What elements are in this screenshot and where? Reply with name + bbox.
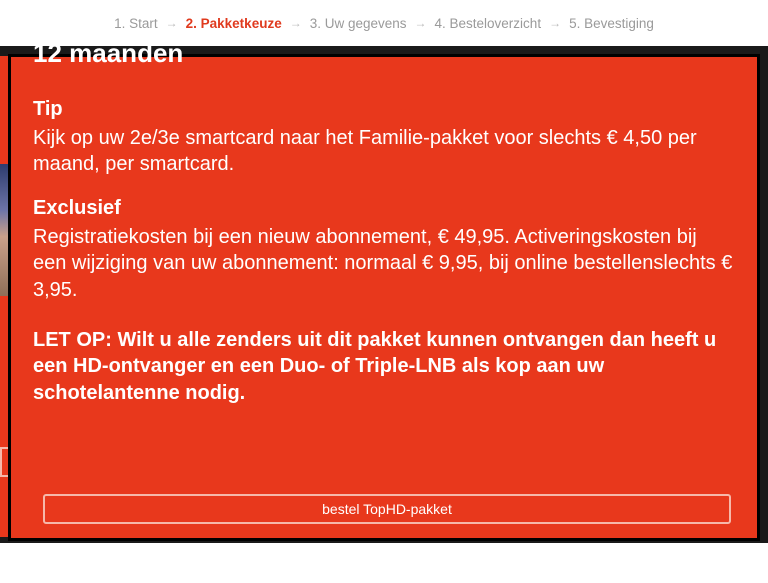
step-item-2[interactable]: 2. Pakketkeuze [185,15,282,31]
package-details-content [33,39,733,406]
step-arrow-icon: → [414,16,427,30]
exclusief-title: Exclusief [33,196,121,219]
step-item-1[interactable]: 1. Start [114,15,158,31]
order-tophd-package-button[interactable] [43,494,731,524]
step-arrow-icon: → [165,16,178,30]
tip-body: Kijk op uw 2e/3e smartcard naar het Familie-pakket voor slechts € 4,50 per maand, per smartcard. [33,127,697,176]
step-item-3[interactable]: 3. Uw gegevens [309,15,407,31]
step-item-4[interactable]: 4. Besteloverzicht [434,15,542,31]
package-details-panel [8,38,760,541]
step-arrow-icon: → [289,16,302,30]
hd-receiver-notice: LET OP: Wilt u alle zenders uit dit pakket kunnen ontvangen dan heeft u een HD-ontvanger en een Duo- of Triple-LNB als kop aan uw schotelantenne nodig. [33,328,717,404]
tip-section [33,97,733,178]
package-duration-heading: 12 maanden [33,38,184,68]
page-bottom-spacer [0,543,768,583]
order-button-label: bestel TopHD-pakket [322,501,452,517]
step-item-5[interactable]: 5. Bevestiging [569,15,654,31]
exclusief-section [33,196,733,303]
tip-title: Tip [33,98,63,120]
step-arrow-icon: → [549,16,562,30]
exclusief-body: Registratiekosten bij een nieuw abonnement, € 49,95. Activeringskosten bij een wijziging van uw abonnement: normaal € 9,95, bij online bestellenslechts € 3,95. [33,225,733,301]
